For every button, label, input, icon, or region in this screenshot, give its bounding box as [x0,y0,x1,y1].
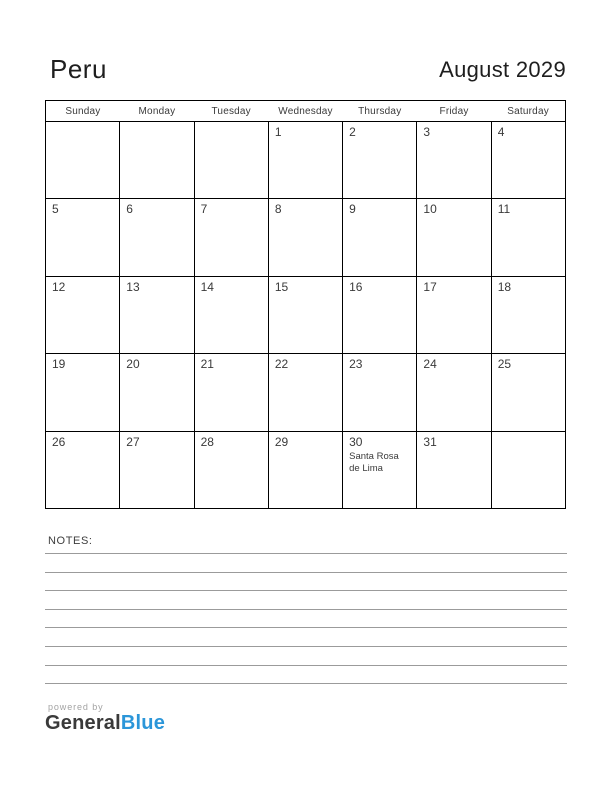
day-number: 14 [200,279,214,294]
day-number: 13 [126,279,140,294]
notes-line [45,572,567,591]
brand-logo [45,712,165,735]
notes-line [45,609,567,628]
day-number: 3 [423,125,431,139]
day-number: 30 [349,434,363,449]
day-cell [194,276,268,353]
day-number: 22 [274,357,289,372]
day-number: 15 [274,279,289,294]
day-cell [491,122,565,199]
day-cell [46,354,120,431]
day-cell [343,276,417,353]
day-cell [46,276,120,353]
day-cell [120,276,194,353]
day-number: 6 [126,202,133,217]
day-cell [194,199,268,276]
day-cell [194,122,268,199]
brand-logo-general: General [45,712,121,734]
day-cell [417,354,491,431]
notes-lines [45,553,567,702]
day-cell [491,199,565,276]
day-number: 5 [52,202,59,217]
day-cell [343,354,417,431]
day-cell [417,122,491,199]
day-cell [268,122,342,199]
notes-label: NOTES: [48,535,93,547]
day-number: 28 [200,434,214,449]
day-cell [268,354,342,431]
day-cell [268,199,342,276]
weekday-saturday: Saturday [491,101,565,122]
weekday-wednesday: Wednesday [268,101,342,122]
holiday-label: Santa Rosa de Lima [349,450,399,474]
day-cell [417,276,491,353]
day-cell [491,276,565,353]
day-number: 11 [497,202,511,217]
week-row [46,199,566,276]
day-number: 23 [349,357,363,372]
week-row [46,354,566,431]
day-number: 26 [52,434,66,449]
day-cell [268,431,342,508]
week-row [46,431,566,508]
day-cell [417,199,491,276]
day-cell [120,199,194,276]
day-number: 25 [497,357,512,372]
day-cell [46,199,120,276]
day-cell [46,431,120,508]
day-number: 1 [274,125,282,139]
weekday-monday: Monday [120,101,194,122]
day-cell [120,431,194,508]
day-number: 4 [497,125,505,139]
weekday-header-row [46,101,566,122]
weekday-thursday: Thursday [343,101,417,122]
brand-logo-blue: Blue [120,712,166,734]
day-cell [120,354,194,431]
day-cell [194,354,268,431]
calendar-table [45,100,566,509]
day-number: 7 [200,202,208,217]
month-year-title: August 2029 [439,57,566,82]
day-number: 20 [126,357,140,372]
day-cell [491,354,565,431]
notes-line [45,646,567,665]
day-number: 24 [423,357,437,372]
notes-line [45,627,567,646]
day-number: 21 [200,357,214,372]
week-row [46,276,566,353]
day-cell [491,431,565,508]
day-cell [46,122,120,199]
notes-line [45,553,567,572]
day-cell [417,431,491,508]
weekday-friday: Friday [417,101,491,122]
day-cell [343,199,417,276]
day-number: 19 [52,357,66,372]
day-number: 8 [274,202,282,217]
powered-by-label: powered by [48,702,104,712]
week-row [46,122,566,199]
notes-line [45,683,567,702]
day-number: 27 [126,434,140,449]
day-number: 9 [349,202,356,217]
day-cell [194,431,268,508]
notes-line [45,665,567,684]
day-number: 18 [497,279,512,294]
day-number: 10 [423,202,437,217]
weekday-tuesday: Tuesday [194,101,268,122]
day-cell [343,122,417,199]
day-cell-holiday [343,431,417,508]
weekday-sunday: Sunday [46,101,120,122]
day-number: 16 [349,279,363,294]
day-cell [120,122,194,199]
day-number: 12 [52,279,66,294]
day-number: 29 [274,434,289,449]
day-number: 31 [423,434,437,449]
notes-line [45,590,567,609]
day-number: 2 [349,125,356,139]
day-number: 17 [423,279,437,294]
page-title: Peru [50,54,107,84]
day-cell [268,276,342,353]
